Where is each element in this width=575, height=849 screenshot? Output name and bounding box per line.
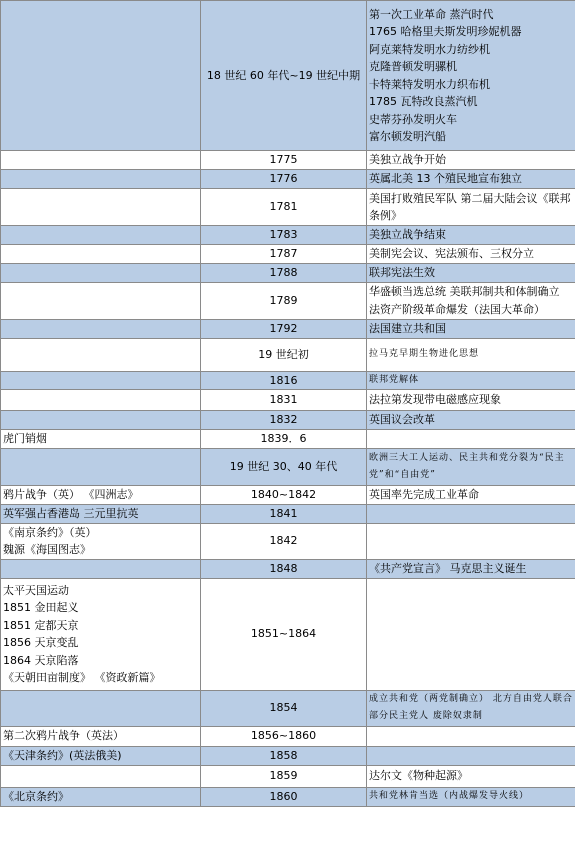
world-event-cell [367,486,575,505]
year-cell [201,245,367,264]
world-event-text: 富尔顿发明汽船 [369,130,446,143]
china-event-text: 第二次鸦片战争（英法） [3,729,124,743]
year-text: 1788 [269,266,298,279]
china-event-cell [1,282,201,319]
china-event-text: 英军强占香港岛 三元里抗英 [3,507,139,520]
table-row [1,746,575,765]
year-text: 1860 [269,789,298,803]
table-row [1,726,575,746]
year-text: 1854 [269,701,298,715]
table-row [1,411,575,430]
year-cell [201,505,367,524]
year-cell [201,411,367,430]
china-event-cell [1,578,201,690]
china-event-cell [1,170,201,189]
table-row [1,264,575,283]
year-cell [201,338,367,371]
table-row [1,170,575,189]
year-cell [201,371,367,390]
table-row [1,226,575,245]
table-row [1,787,575,806]
year-cell [201,151,367,170]
table-row [1,245,575,264]
table-row [1,319,575,338]
year-cell [201,787,367,806]
world-event-cell [367,151,575,170]
year-cell [201,282,367,319]
world-event-text: 美独立战争开始 [369,153,446,167]
table-row [1,523,575,559]
year-text: 1848 [269,561,298,575]
world-event-cell [367,170,575,189]
world-event-cell [367,449,575,486]
table-row [1,189,575,226]
world-event-text: 法国建立共和国 [369,321,446,335]
year-cell [201,486,367,505]
china-event-cell [1,226,201,245]
china-event-cell [1,245,201,264]
world-event-text: 法拉第发现带电磁感应现象 [369,393,501,407]
china-event-text: 《南京条约》（英） [3,525,97,539]
china-event-cell [1,449,201,486]
china-event-text: 鸦片战争（英） 《四洲志》 [3,488,139,502]
world-event-cell [367,264,575,283]
china-event-cell [1,319,201,338]
world-event-cell [367,1,575,151]
china-event-cell [1,430,201,449]
year-text: 1816 [269,373,298,387]
china-event-cell [1,726,201,746]
world-event-text: 英国率先完成工业革命 [369,488,479,502]
china-event-cell [1,765,201,787]
world-event-text: 第一次工业革命 蒸汽时代 [369,7,494,21]
year-text: 1792 [269,321,298,335]
year-text: 1775 [269,153,298,167]
table-row [1,505,575,524]
year-text: 19 世纪初 [258,347,309,361]
table-row [1,282,575,319]
china-event-cell [1,371,201,390]
china-event-cell [1,505,201,524]
year-text: 1856~1860 [250,729,317,743]
china-event-text: 《天朝田亩制度》 《资政新篇》 [3,671,161,684]
year-cell [201,319,367,338]
world-event-cell [367,390,575,411]
china-event-text: 魏源《海国图志》 [3,543,91,556]
world-event-cell [367,523,575,559]
world-event-cell [367,787,575,806]
world-event-cell [367,245,575,264]
year-cell [201,690,367,726]
china-event-text: 1856 天京变乱 [3,636,79,649]
year-text: 18 世纪 60 年代~19 世纪中期 [206,68,361,82]
world-event-text: 史蒂芬孙发明火车 [369,112,457,126]
world-event-cell [367,765,575,787]
world-event-text: 美国打败殖民军队 第二届大陆会议《联邦条例》 [369,191,571,222]
year-cell [201,189,367,226]
year-cell [201,264,367,283]
china-event-text: 1864 天京陷落 [3,653,79,667]
china-event-text: 1851 定都天京 [3,618,79,632]
year-cell [201,1,367,151]
world-event-cell [367,430,575,449]
year-text: 1851~1864 [250,627,317,641]
world-event-text: 联邦党解体 [369,374,420,385]
china-event-cell [1,264,201,283]
china-event-text: 1851 金田起义 [3,601,79,614]
year-text: 1842 [269,534,298,548]
china-event-cell [1,151,201,170]
year-text: 1841 [269,507,298,520]
world-event-cell [367,189,575,226]
table-row [1,1,575,151]
table-row [1,371,575,390]
china-event-text: 《天津条约》(英法俄美) [3,748,122,762]
table-row [1,578,575,690]
china-event-cell [1,390,201,411]
year-text: 1781 [269,200,298,214]
year-cell [201,523,367,559]
table-row [1,690,575,726]
year-cell [201,170,367,189]
world-event-text: 欧洲三大工人运动、民主共和党分裂为“民主党”和“自由党” [369,452,565,480]
year-text: 1831 [269,393,298,407]
world-event-cell [367,319,575,338]
china-event-text: 《北京条约》 [3,789,69,803]
world-event-text: 《共产党宣言》 马克思主义诞生 [369,561,527,575]
table-row [1,449,575,486]
china-event-cell [1,486,201,505]
world-event-text: 阿克莱特发明水力纺纱机 [369,42,490,56]
year-text: 1859 [269,769,298,783]
table-row [1,559,575,578]
year-cell [201,726,367,746]
year-text: 19 世纪 30、40 年代 [229,460,338,474]
world-event-text: 美独立战争结束 [369,228,446,242]
china-event-cell [1,1,201,151]
world-event-text: 1765 哈格里夫斯发明珍妮机器 [369,25,522,38]
world-event-cell [367,559,575,578]
world-event-text: 1785 瓦特改良蒸汽机 [369,95,478,108]
world-event-cell [367,371,575,390]
china-event-cell [1,189,201,226]
world-event-cell [367,282,575,319]
year-text: 1832 [269,413,298,427]
china-event-cell [1,338,201,371]
world-event-text: 成立共和党（两党制确立） 北方自由党人联合部分民主党人 废除奴隶制 [369,693,573,721]
china-event-text: 虎门销烟 [3,432,47,446]
world-event-text: 拉马克早期生物进化思想 [369,348,480,359]
world-event-text: 克隆普顿发明骡机 [369,60,457,73]
world-event-text: 达尔文《物种起源》 [369,769,468,783]
year-text: 1776 [269,172,298,186]
world-event-cell [367,411,575,430]
year-text: 1858 [269,748,298,762]
year-cell [201,746,367,765]
china-event-cell [1,746,201,765]
china-event-cell [1,411,201,430]
world-event-cell [367,690,575,726]
china-event-cell [1,787,201,806]
year-text: 1840~1842 [250,488,317,502]
year-cell [201,765,367,787]
china-event-cell [1,690,201,726]
world-event-text: 共和党林肯当选（内战爆发导火线） [369,790,530,801]
world-event-text: 华盛顿当选总统 美联邦制共和体制确立 法资产阶级革命爆发（法国大革命） [369,285,560,316]
year-cell [201,449,367,486]
year-cell [201,226,367,245]
world-event-text: 联邦宪法生效 [369,266,435,279]
world-event-text: 英国议会改革 [369,413,435,427]
year-cell [201,578,367,690]
world-event-text: 卡特莱特发明水力织布机 [369,77,490,91]
year-text: 1787 [269,247,298,261]
world-event-cell [367,505,575,524]
china-event-cell [1,559,201,578]
table-row [1,430,575,449]
year-text: 1783 [269,228,298,242]
china-event-text: 太平天国运动 [3,583,69,597]
table-row [1,151,575,170]
year-cell [201,390,367,411]
world-event-cell [367,226,575,245]
table-row [1,765,575,787]
world-event-cell [367,726,575,746]
world-event-cell [367,578,575,690]
world-event-text: 美制宪会议、宪法颁布、三权分立 [369,247,534,261]
table-row [1,486,575,505]
year-cell [201,430,367,449]
year-cell [201,559,367,578]
china-event-cell [1,523,201,559]
table-row [1,390,575,411]
year-text: 1789 [269,293,298,307]
world-event-text: 英属北美 13 个殖民地宣布独立 [369,172,522,186]
world-event-cell [367,746,575,765]
year-text: 1839．6 [260,432,307,446]
world-event-cell [367,338,575,371]
table-row [1,338,575,371]
